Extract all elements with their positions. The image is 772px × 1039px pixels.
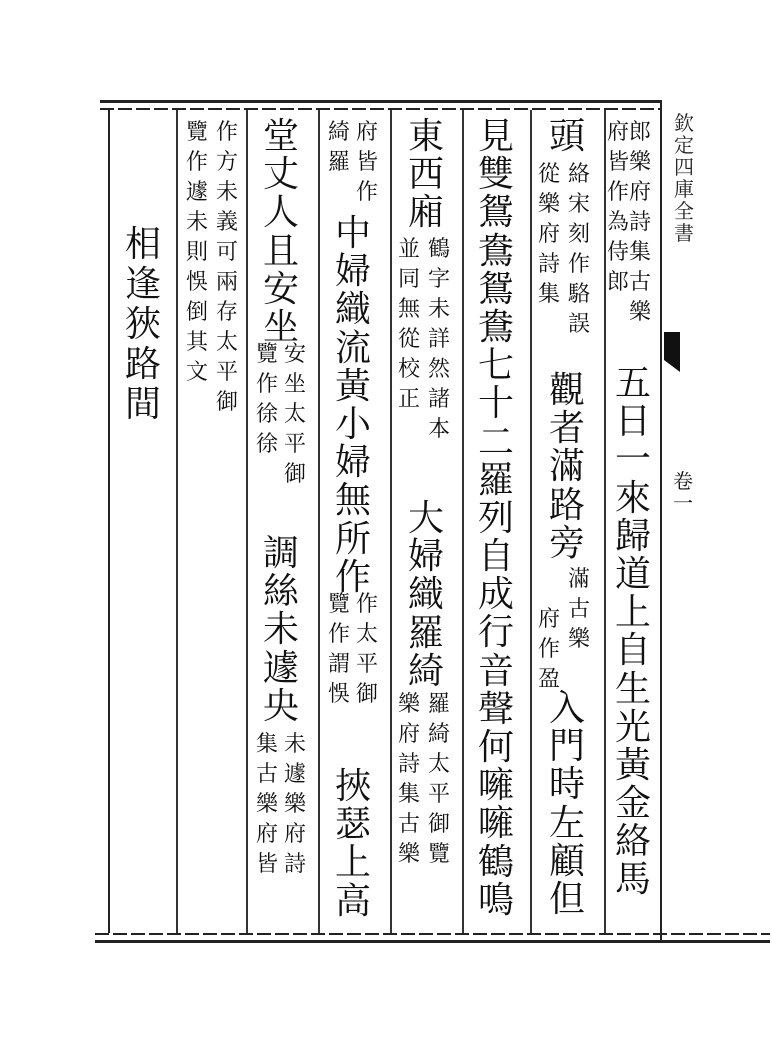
glyph: 婦 (334, 251, 371, 293)
glyph: 光 (614, 706, 651, 748)
glyph: 鴛 (477, 192, 514, 234)
glyph: 全 (674, 199, 694, 223)
glyph: 樂 (537, 192, 560, 217)
glyph: 鶴 (477, 841, 514, 883)
glyph: 府 (606, 120, 629, 145)
glyph: 府 (283, 822, 306, 847)
glyph: 廂 (407, 192, 444, 234)
glyph: 未 (262, 609, 299, 651)
glyph: 府 (255, 822, 278, 847)
glyph: 來 (614, 477, 651, 519)
glyph: 集 (628, 240, 651, 265)
glyph: 生 (614, 668, 651, 710)
glyph: 遽 (185, 180, 208, 205)
glyph: 羅 (327, 150, 350, 175)
glyph: 丈 (262, 154, 299, 196)
glyph: 狹 (124, 304, 161, 345)
glyph: 道 (614, 553, 651, 595)
glyph: 其 (185, 330, 208, 355)
glyph: 滿 (567, 567, 590, 592)
glyph: 作 (327, 622, 350, 647)
glyph: 相 (124, 224, 161, 265)
column-divider (390, 110, 392, 933)
glyph: 羅 (477, 459, 514, 501)
glyph: 作 (355, 592, 378, 617)
glyph: 平 (283, 432, 306, 457)
glyph: 作 (334, 556, 371, 598)
glyph: 坐 (262, 306, 299, 348)
glyph: 綺 (327, 120, 350, 145)
glyph: 謂 (327, 652, 350, 677)
glyph: 同 (397, 267, 420, 292)
glyph: 郎 (606, 270, 629, 295)
glyph: 集 (537, 282, 560, 307)
glyph: 挾 (334, 766, 371, 807)
glyph: 樂 (283, 792, 306, 817)
glyph: 坐 (283, 372, 306, 397)
note-column (606, 118, 630, 298)
glyph: 平 (355, 652, 378, 677)
glyph: 作 (215, 120, 238, 145)
glyph: 婦 (407, 536, 444, 578)
glyph: 欽 (674, 111, 694, 135)
glyph: 婦 (334, 442, 371, 484)
glyph: 郎 (628, 120, 651, 145)
note-column (282, 340, 308, 490)
glyph: 中 (334, 213, 371, 254)
glyph: 一 (673, 491, 693, 515)
glyph: 綺 (407, 650, 444, 692)
glyph: 雙 (477, 154, 514, 196)
glyph: 路 (124, 344, 161, 385)
glyph: 平 (427, 782, 450, 807)
glyph: 駱 (567, 282, 590, 307)
column-divider (176, 110, 178, 933)
glyph: 皆 (606, 150, 629, 175)
glyph: 古 (255, 762, 278, 787)
glyph: 見 (477, 116, 514, 157)
glyph: 黃 (614, 744, 651, 786)
glyph: 詳 (427, 327, 450, 352)
glyph: 無 (397, 297, 420, 322)
glyph: 綺 (427, 722, 450, 747)
glyph: 鴦 (477, 230, 514, 272)
glyph: 歸 (614, 515, 651, 557)
glyph: 七 (477, 345, 514, 387)
note-column (396, 690, 422, 870)
main-text-column (610, 365, 656, 900)
glyph: 日 (614, 401, 651, 443)
note-column (354, 590, 380, 710)
main-text-column (258, 535, 304, 726)
glyph: 觀 (548, 370, 585, 411)
glyph: 且 (262, 230, 299, 272)
glyph: 府 (355, 120, 378, 145)
glyph: 卷 (673, 469, 693, 493)
column-divider (530, 110, 532, 933)
glyph: 自 (477, 536, 514, 578)
glyph: 悞 (185, 270, 208, 295)
glyph: 瑟 (334, 804, 371, 846)
glyph: 時 (548, 764, 585, 806)
glyph: 古 (397, 812, 420, 837)
glyph: 堂 (262, 116, 299, 157)
note-column (326, 590, 352, 710)
glyph: 人 (262, 192, 299, 234)
glyph: 悞 (327, 682, 350, 707)
glyph: 存 (215, 300, 238, 325)
note-column (566, 160, 592, 340)
glyph: 府 (628, 180, 651, 205)
glyph: 覽 (185, 120, 208, 145)
glyph: 樂 (255, 792, 278, 817)
glyph: 作 (606, 180, 629, 205)
glyph: 兩 (215, 270, 238, 295)
note-column (536, 605, 562, 695)
note-column (354, 118, 380, 208)
glyph: 絡 (614, 821, 651, 863)
glyph: 左 (548, 802, 585, 844)
glyph: 安 (262, 268, 299, 310)
right-frame-line (660, 100, 662, 943)
note-column (254, 730, 280, 880)
glyph: 御 (283, 462, 306, 487)
note-column (326, 118, 352, 178)
note-column (426, 690, 452, 870)
bottom-rule-dashed (95, 933, 770, 935)
glyph: 鳴 (477, 879, 514, 921)
glyph: 遽 (283, 762, 306, 787)
glyph: 御 (355, 682, 378, 707)
glyph: 流 (334, 327, 371, 369)
glyph: 音 (477, 650, 514, 692)
glyph: 太 (355, 622, 378, 647)
glyph: 本 (427, 417, 450, 442)
glyph: 詩 (283, 852, 306, 877)
glyph: 方 (215, 150, 238, 175)
main-text-column (330, 215, 376, 597)
glyph: 太 (427, 752, 450, 777)
glyph: 書 (674, 221, 694, 245)
glyph: 從 (397, 327, 420, 352)
glyph: 然 (427, 357, 450, 382)
note-column (536, 160, 562, 310)
glyph: 馬 (614, 859, 651, 901)
glyph: 平 (215, 360, 238, 385)
glyph: 可 (215, 240, 238, 265)
glyph: 小 (334, 403, 371, 445)
glyph: 未 (283, 732, 306, 757)
glyph: 織 (334, 289, 371, 331)
glyph: 文 (185, 360, 208, 385)
glyph: 二 (477, 421, 514, 463)
glyph: 從 (537, 162, 560, 187)
header-book-title (664, 112, 704, 244)
glyph: 徐 (255, 402, 278, 427)
main-text-column (544, 118, 590, 156)
glyph: 作 (355, 180, 378, 205)
glyph: 無 (334, 480, 371, 522)
glyph: 御 (215, 390, 238, 415)
main-text-column (544, 372, 590, 563)
main-text-column (473, 118, 519, 920)
glyph: 但 (548, 878, 585, 920)
glyph: 覽 (427, 842, 450, 867)
glyph: 鶴 (427, 237, 450, 262)
glyph: 詩 (397, 752, 420, 777)
note-column (254, 340, 280, 460)
glyph: 滿 (548, 446, 585, 488)
glyph: 逢 (124, 264, 161, 305)
poem-title-column (120, 225, 166, 425)
glyph: 行 (477, 612, 514, 654)
glyph: 黃 (334, 365, 371, 407)
glyph: 義 (215, 210, 238, 235)
note-column (566, 565, 592, 655)
glyph: 金 (614, 783, 651, 825)
glyph: 一 (614, 439, 651, 481)
glyph: 入 (548, 688, 585, 729)
glyph: 間 (124, 384, 161, 425)
main-text-column (403, 500, 449, 691)
glyph: 作 (185, 150, 208, 175)
glyph: 樂 (628, 150, 651, 175)
note-column (282, 730, 308, 880)
glyph: 未 (215, 180, 238, 205)
glyph: 府 (537, 222, 560, 247)
glyph: 羅 (407, 612, 444, 654)
glyph: 央 (262, 685, 299, 727)
header-book-title-text (664, 112, 704, 244)
glyph: 集 (255, 732, 278, 757)
glyph: 太 (283, 402, 306, 427)
glyph: 覽 (255, 342, 278, 367)
glyph: 詩 (537, 252, 560, 277)
glyph: 刻 (567, 222, 590, 247)
glyph: 五 (614, 363, 651, 404)
glyph: 路 (548, 484, 585, 526)
glyph: 為 (606, 210, 629, 235)
glyph: 古 (628, 270, 651, 295)
glyph: 上 (614, 592, 651, 634)
note-column (184, 118, 210, 388)
main-text-column (403, 118, 449, 233)
glyph: 者 (548, 408, 585, 450)
glyph: 作 (537, 637, 560, 662)
glyph: 定 (674, 133, 694, 157)
glyph: 高 (334, 880, 371, 922)
glyph: 織 (407, 574, 444, 616)
glyph: 成 (477, 574, 514, 616)
header-fascicle (670, 470, 696, 514)
glyph: 誤 (567, 312, 590, 337)
glyph: 噰 (477, 803, 514, 845)
note-column (214, 118, 240, 418)
glyph: 徐 (255, 432, 278, 457)
glyph: 則 (185, 240, 208, 265)
glyph: 詩 (628, 210, 651, 235)
glyph: 旁 (548, 522, 585, 564)
glyph: 安 (283, 342, 306, 367)
glyph: 西 (407, 154, 444, 196)
fishtail-mark (664, 332, 680, 372)
glyph: 古 (567, 597, 590, 622)
glyph: 聲 (477, 688, 514, 730)
glyph: 鴦 (477, 306, 514, 348)
glyph: 列 (477, 497, 514, 539)
glyph: 噰 (477, 765, 514, 807)
glyph: 皆 (255, 852, 278, 877)
glyph: 諸 (427, 387, 450, 412)
glyph: 樂 (397, 842, 420, 867)
note-column (396, 235, 422, 415)
glyph: 太 (215, 330, 238, 355)
glyph: 上 (334, 842, 371, 884)
glyph: 樂 (628, 300, 651, 325)
glyph: 字 (427, 267, 450, 292)
glyph: 正 (397, 387, 420, 412)
glyph: 府 (397, 722, 420, 747)
glyph: 御 (427, 812, 450, 837)
glyph: 東 (407, 116, 444, 157)
glyph: 校 (397, 357, 420, 382)
main-text-column (330, 768, 376, 921)
glyph: 覽 (327, 592, 350, 617)
glyph: 作 (567, 252, 590, 277)
column-divider (462, 110, 464, 933)
main-text-column (544, 690, 590, 919)
glyph: 羅 (427, 692, 450, 717)
column-divider (246, 110, 248, 933)
glyph: 侍 (606, 240, 629, 265)
top-rule-dashed (100, 108, 660, 110)
top-rule (100, 100, 660, 103)
glyph: 皆 (355, 150, 378, 175)
glyph: 所 (334, 518, 371, 560)
column-divider (318, 110, 320, 933)
glyph: 庫 (674, 177, 694, 201)
glyph: 頭 (548, 116, 585, 157)
glyph: 顧 (548, 840, 585, 882)
glyph: 樂 (567, 627, 590, 652)
glyph: 何 (477, 727, 514, 768)
glyph: 並 (397, 237, 420, 262)
glyph: 調 (262, 533, 299, 574)
note-column (426, 235, 452, 445)
glyph: 集 (397, 782, 420, 807)
glyph: 樂 (397, 692, 420, 717)
glyph: 遽 (262, 647, 299, 689)
glyph: 十 (477, 383, 514, 425)
glyph: 絲 (262, 571, 299, 613)
glyph: 自 (614, 630, 651, 672)
glyph: 未 (427, 297, 450, 322)
glyph: 作 (255, 372, 278, 397)
left-frame-line (108, 110, 110, 933)
glyph: 府 (537, 607, 560, 632)
glyph: 未 (185, 210, 208, 235)
glyph: 倒 (185, 300, 208, 325)
glyph: 盈 (537, 667, 560, 692)
glyph: 四 (674, 155, 694, 179)
glyph: 宋 (567, 192, 590, 217)
glyph: 大 (407, 498, 444, 539)
glyph: 門 (548, 726, 585, 768)
glyph: 絡 (567, 162, 590, 187)
bottom-rule (95, 940, 770, 943)
main-text-column (258, 118, 304, 347)
glyph: 鴛 (477, 268, 514, 310)
